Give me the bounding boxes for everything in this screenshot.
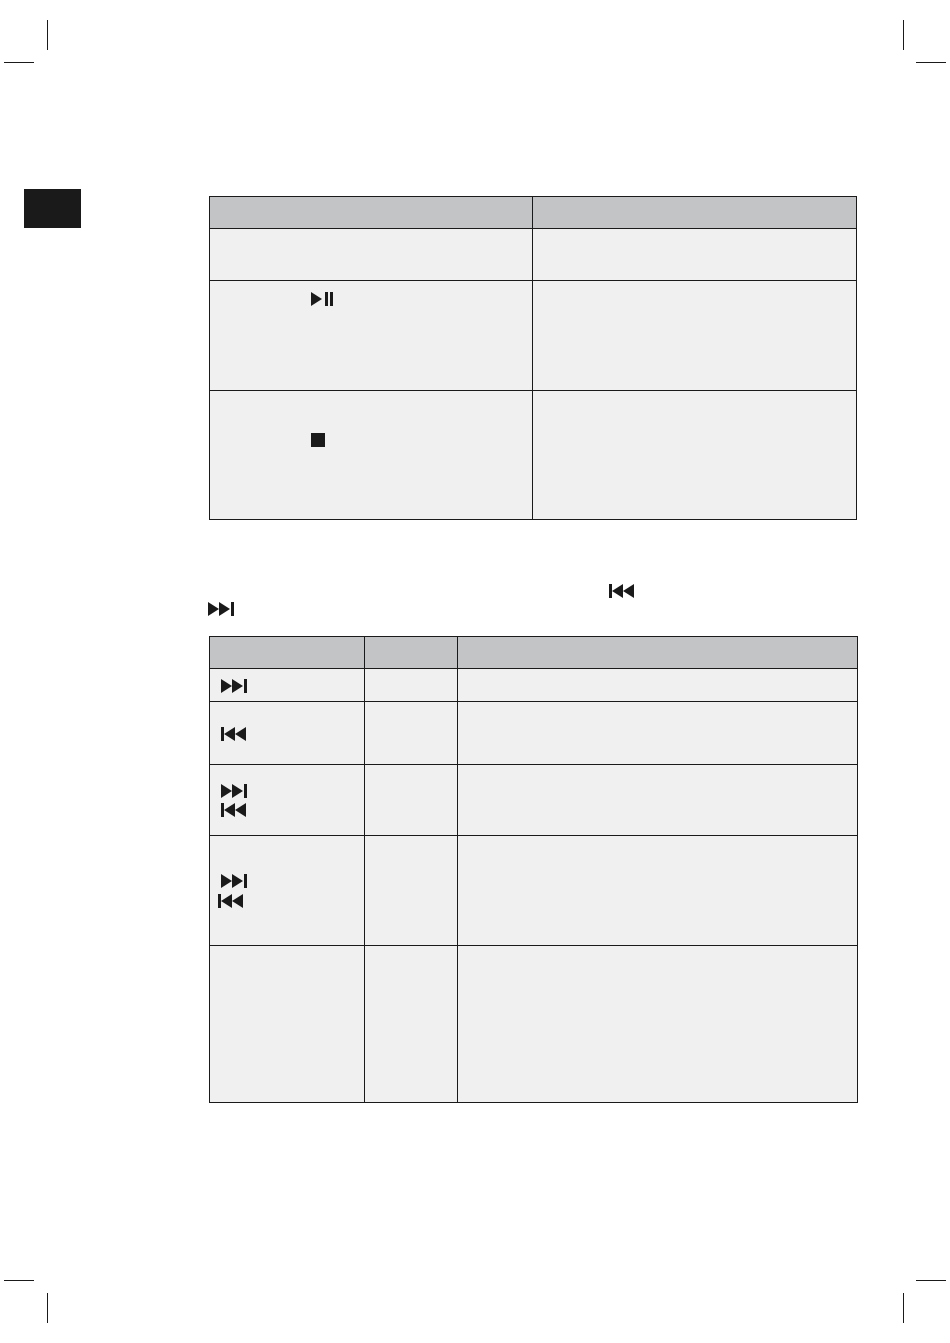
table-cell	[533, 229, 857, 281]
table-header-row	[210, 637, 858, 669]
table-cell	[210, 765, 365, 836]
crop-mark	[916, 1280, 946, 1281]
crop-mark	[4, 62, 34, 63]
table-row	[210, 281, 857, 391]
play-pause-icon	[311, 292, 335, 306]
table-row	[210, 391, 857, 520]
table-cell	[210, 946, 365, 1103]
table-cell	[533, 391, 857, 520]
table-cell	[210, 229, 533, 281]
table-row	[210, 702, 858, 765]
skip-functions-table	[209, 636, 858, 1103]
stop-icon	[311, 433, 325, 447]
crop-mark	[903, 20, 904, 50]
table-cell	[365, 669, 458, 702]
crop-mark	[903, 1293, 904, 1323]
crop-mark	[916, 62, 946, 63]
table-cell	[210, 281, 533, 391]
table-cell	[210, 702, 365, 765]
table-row	[210, 836, 858, 946]
language-tab	[24, 189, 81, 228]
table-header-cell	[533, 197, 857, 229]
controls-table	[209, 196, 857, 520]
table-cell	[365, 765, 458, 836]
table-cell	[533, 281, 857, 391]
table-header-cell	[458, 637, 858, 669]
skip-forward-icon	[208, 602, 234, 621]
table-cell	[458, 836, 858, 946]
table-header-row	[210, 197, 857, 229]
skip-forward-icon	[221, 784, 247, 798]
crop-mark	[47, 20, 48, 50]
skip-back-icon	[609, 584, 635, 603]
table-cell	[210, 669, 365, 702]
table-header-cell	[365, 637, 458, 669]
crop-mark	[4, 1280, 34, 1281]
table-cell	[458, 765, 858, 836]
table-cell	[365, 702, 458, 765]
table-cell	[458, 946, 858, 1103]
skip-forward-icon	[221, 874, 247, 888]
skip-forward-icon	[221, 679, 247, 693]
skip-back-icon	[218, 894, 244, 908]
table-cell	[458, 702, 858, 765]
table-header-cell	[210, 197, 533, 229]
table-row	[210, 765, 858, 836]
table-cell	[458, 669, 858, 702]
crop-mark	[47, 1293, 48, 1323]
table-row	[210, 669, 858, 702]
table-cell	[210, 836, 365, 946]
table-cell	[365, 946, 458, 1103]
table-cell	[210, 391, 533, 520]
skip-back-icon	[221, 803, 247, 817]
skip-back-icon	[221, 727, 247, 741]
table-header-cell	[210, 637, 365, 669]
table-row	[210, 946, 858, 1103]
table-cell	[365, 836, 458, 946]
table-row	[210, 229, 857, 281]
